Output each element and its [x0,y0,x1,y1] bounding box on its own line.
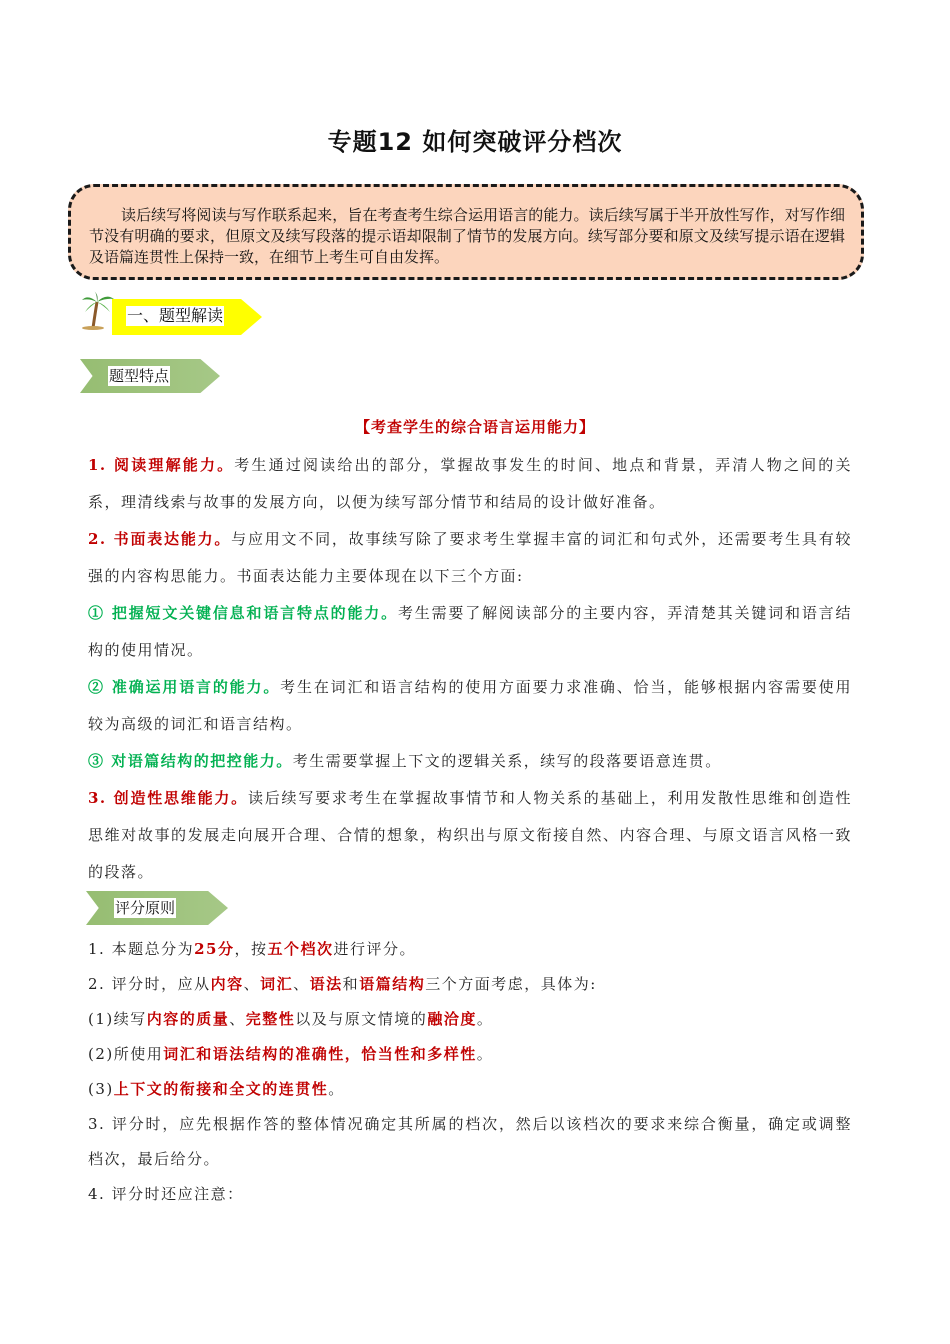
body-sub3: 考生需要掌握上下文的逻辑关系，续写的段落要语意连贯。 [292,752,722,770]
paragraph-sub2 [88,669,852,743]
lead-writing: 2. 书面表达能力。 [88,530,232,548]
rule-2: 2. 评分时，应从内容、词汇、语法和语篇结构三个方面考虑，具体为: [88,975,597,993]
lead-sub2: ② 准确运用语言的能力。 [88,678,281,696]
subheading: 【考查学生的综合语言运用能力】 [354,418,595,436]
body-writing: 与应用文不同，故事续写除了要求考生掌握丰富的词汇和句式外，还需要考生具有较强的内容构思能力。书面表达能力主要体现在以下三个方面: [88,530,852,585]
lead-creative: 3. 创造性思维能力。 [88,789,248,807]
section-title: 一、题型解读 [127,306,224,325]
tag-features: 题型特点 [109,367,170,385]
lead-sub1: ① 把握短文关键信息和语言特点的能力。 [88,604,398,622]
lead-sub3: ③ 对语篇结构的把控能力。 [88,752,293,770]
body-sub2: 考生在词汇和语言结构的使用方面要力求准确、恰当，能够根据内容需要使用较为高级的词汇和语言结构。 [88,678,852,733]
rule-2-3: (3)上下文的衔接和全文的连贯性。 [88,1080,345,1098]
rule-1: 1. 本题总分为25分，按五个档次进行评分。 [88,940,417,958]
paragraph-writing [88,521,852,595]
rule-2-1: (1)续写内容的质量、完整性以及与原文情境的融洽度。 [88,1010,494,1028]
page-title: 专题12 如何突破评分档次 [327,128,623,156]
paragraph-sub3 [88,743,852,780]
palm-tree-icon [80,290,116,330]
paragraph-creative [88,780,852,891]
tag-scoring: 评分原则 [115,899,176,917]
features-section [88,447,852,891]
rule-3: 3. 评分时，应先根据作答的整体情况确定其所属的档次，然后以该档次的要求来综合衡量，确定或调整档次，最后给分。 [88,1115,852,1168]
paragraph-reading [88,447,852,521]
body-sub1: 考生需要了解阅读部分的主要内容，弄清楚其关键词和语言结构的使用情况。 [88,604,852,659]
lead-reading: 1. 阅读理解能力。 [88,456,235,474]
body-reading: 考生通过阅读给出的部分，掌握故事发生的时间、地点和背景，弄清人物之间的关系，理清线索与故事的发展方向，以便为续写部分情节和结局的设计做好准备。 [88,456,852,511]
rule-4: 4. 评分时还应注意： [88,1185,244,1203]
scoring-section [88,932,852,1212]
intro-box [68,184,864,280]
intro-text: 读后续写将阅读与写作联系起来，旨在考查考生综合运用语言的能力。读后续写属于半开放性写作，对写作细节没有明确的要求，但原文及续写段落的提示语却限制了情节的发展方向。续写部分要和原文及续写提示语在逻辑及语篇连贯性上保持一致，在细节上考生可自由发挥。 [89,206,845,266]
body-creative: 读后续写要求考生在掌握故事情节和人物关系的基础上，利用发散性思维和创造性思维对故事的发展走向展开合理、合情的想象，构织出与原文衔接自然、内容合理、与原文语言风格一致的段落。 [88,789,852,881]
paragraph-sub1 [88,595,852,669]
rule-2-2: (2)所使用词汇和语法结构的准确性，恰当性和多样性。 [88,1045,494,1063]
